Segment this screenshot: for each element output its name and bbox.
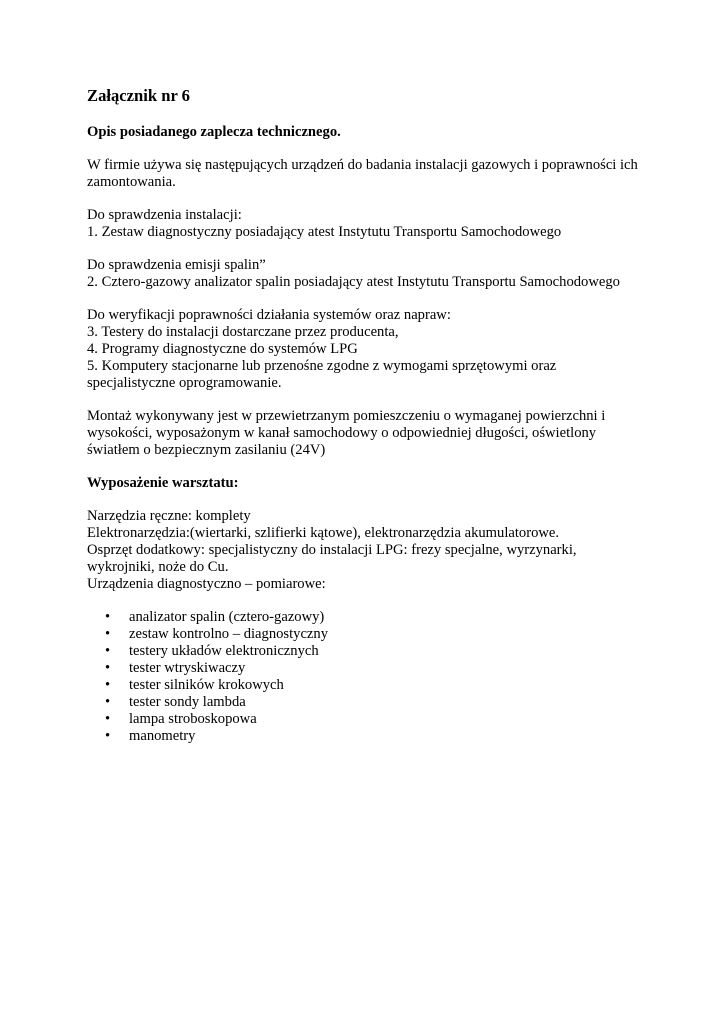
installation-check-heading: Do sprawdzenia instalacji: (87, 207, 242, 223)
verification-line: specjalistyczne oprogramowanie. (87, 375, 282, 391)
assembly-line: Montaż wykonywany jest w przewietrzanym pomieszczeniu o wymaganej powierzchni i (87, 408, 606, 424)
bullet-icon: • (105, 711, 111, 727)
bullet-icon: • (105, 660, 111, 676)
intro-line: zamontowania. (87, 174, 176, 190)
document-content (87, 86, 657, 745)
emission-check-heading: Do sprawdzenia emisji spalin” (87, 257, 266, 273)
emission-check-item: 2. Cztero-gazowy analizator spalin posiadający atest Instytutu Transportu Samochodowego (87, 274, 620, 290)
assembly-line: światłem o bezpiecznym zasilaniu (24V) (87, 442, 326, 458)
workshop-line: Urządzenia diagnostyczno – pomiarowe: (87, 576, 326, 592)
verification-line: 5. Komputery stacjonarne lub przenośne zgodne z wymogami sprzętowymi oraz (87, 358, 557, 374)
list-item-label: testery układów elektronicznych (129, 643, 319, 659)
verification-section (87, 307, 657, 392)
bullet-icon: • (105, 643, 111, 659)
list-item-label: tester sondy lambda (129, 694, 246, 710)
bullet-icon: • (105, 728, 111, 744)
list-item (87, 609, 657, 626)
bullet-icon: • (105, 609, 111, 625)
verification-line: 3. Testery do instalacji dostarczane przez producenta, (87, 324, 399, 340)
assembly-paragraph (87, 408, 657, 459)
intro-line: W firmie używa się następujących urządzeń do badania instalacji gazowych i poprawności ich (87, 157, 638, 173)
equipment-list (87, 609, 657, 745)
list-item-label: manometry (129, 728, 196, 744)
assembly-line: wysokości, wyposażonym w kanał samochodowy o odpowiedniej długości, oświetlony (87, 425, 597, 441)
workshop-heading: Wyposażenie warsztatu: (87, 475, 239, 491)
list-item (87, 694, 657, 711)
list-item-label: tester wtryskiwaczy (129, 660, 246, 676)
workshop-section (87, 508, 657, 745)
list-item (87, 660, 657, 677)
installation-check-section (87, 207, 657, 241)
list-item-label: zestaw kontrolno – diagnostyczny (129, 626, 328, 642)
list-item (87, 728, 657, 745)
document-subtitle: Opis posiadanego zaplecza technicznego. (87, 124, 341, 140)
workshop-line: Elektronarzędzia:(wiertarki, szlifierki kątowe), elektronarzędzia akumulatorowe. (87, 525, 560, 541)
workshop-line: wykrojniki, noże do Cu. (87, 559, 229, 575)
workshop-line: Narzędzia ręczne: komplety (87, 508, 251, 524)
bullet-icon: • (105, 694, 111, 710)
list-item (87, 677, 657, 694)
installation-check-item: 1. Zestaw diagnostyczny posiadający atest Instytutu Transportu Samochodowego (87, 224, 562, 240)
list-item (87, 626, 657, 643)
list-item (87, 643, 657, 660)
workshop-line: Osprzęt dodatkowy: specjalistyczny do instalacji LPG: frezy specjalne, wyrzynarki, (87, 542, 577, 558)
list-item-label: analizator spalin (cztero-gazowy) (129, 609, 325, 625)
list-item-label: tester silników krokowych (129, 677, 284, 693)
document-title: Załącznik nr 6 (87, 86, 190, 105)
bullet-icon: • (105, 677, 111, 693)
verification-line: 4. Programy diagnostyczne do systemów LPG (87, 341, 358, 357)
verification-heading: Do weryfikacji poprawności działania systemów oraz napraw: (87, 307, 451, 323)
bullet-icon: • (105, 626, 111, 642)
list-item-label: lampa stroboskopowa (129, 711, 257, 727)
emission-check-section (87, 257, 657, 291)
list-item (87, 711, 657, 728)
intro-paragraph (87, 157, 657, 191)
